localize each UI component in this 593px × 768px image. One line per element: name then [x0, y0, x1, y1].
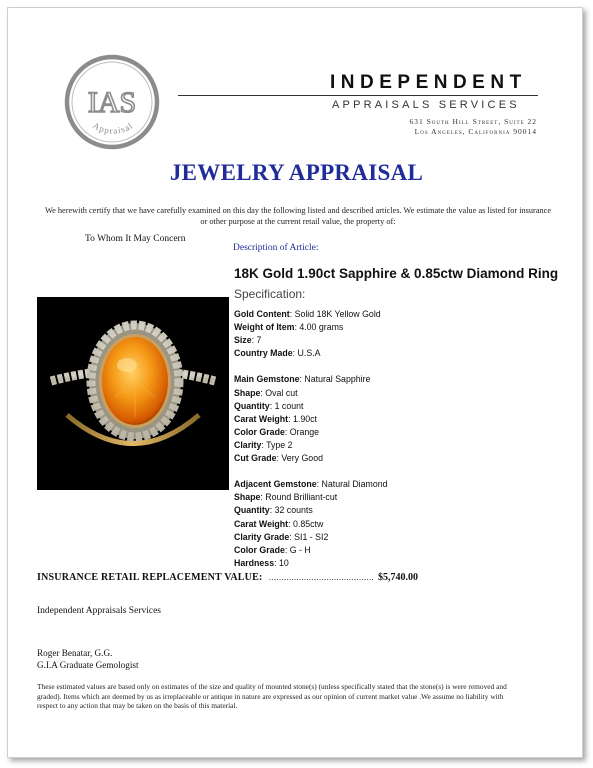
ias-logo: [64, 54, 160, 150]
spec-key: Shape: [234, 387, 261, 398]
spec-key: Color Grade: [234, 544, 285, 555]
spec-value: 4.00 grams: [299, 322, 344, 333]
spec-key: Main Gemstone: [234, 374, 300, 385]
spec-value: U.S.A: [297, 348, 321, 359]
spec-row: Hardness: 10: [234, 557, 289, 568]
spec-key: Hardness: [234, 557, 275, 568]
description-label: Description of Article:: [233, 243, 319, 253]
address-line-1: 631 South Hill Street, Suite 22: [409, 117, 537, 126]
spec-key: Country Made: [234, 348, 293, 359]
spec-key: Clarity Grade: [234, 531, 290, 542]
spec-value: Type 2: [266, 439, 293, 450]
spec-key: Weight of Item: [234, 322, 295, 333]
spec-row: Weight of Item: 4.00 grams: [234, 322, 344, 333]
spec-key: Quantity: [234, 505, 270, 516]
spec-row: Shape: Round Brilliant-cut: [234, 492, 338, 503]
spec-row: Adjacent Gemstone: Natural Diamond: [234, 479, 388, 490]
company-subtitle: APPRAISALS SERVICES: [332, 99, 520, 111]
spec-row: Main Gemstone: Natural Sapphire: [234, 374, 371, 385]
spec-value: Solid 18K Yellow Gold: [294, 309, 381, 319]
spec-row: Clarity Grade: SI1 - SI2: [234, 531, 329, 542]
spec-value: 1.90ct: [292, 413, 317, 424]
spec-row: Shape: Oval cut: [234, 387, 298, 398]
spec-value: Natural Sapphire: [304, 374, 371, 385]
specifications-list: [234, 308, 388, 570]
spec-row: Quantity: 1 count: [234, 400, 304, 411]
spec-row: Gold Content: Solid 18K Yellow Gold: [234, 309, 381, 319]
spec-value: 10: [278, 557, 289, 568]
spec-value: 32 counts: [274, 505, 313, 516]
logo-arc-text: Appraisal: [91, 120, 135, 136]
spec-key: Clarity: [234, 439, 262, 450]
insurance-value: $5,740.00: [378, 572, 418, 583]
header-divider: [178, 95, 538, 96]
recipient: To Whom It May Concern: [85, 234, 186, 244]
appraiser-title: G.I.A Graduate Gemologist: [37, 660, 139, 670]
item-title: 18K Gold 1.90ct Sapphire & 0.85ctw Diamond Ring: [234, 266, 559, 281]
spec-key: Shape: [234, 492, 261, 503]
spec-value: 0.85ctw: [292, 518, 324, 529]
spec-key: Quantity: [234, 400, 270, 411]
spec-key: Size: [234, 335, 252, 346]
spec-value: 1 count: [274, 400, 304, 411]
spec-key: Cut Grade: [234, 453, 277, 464]
specification-label: Specification:: [234, 287, 306, 301]
spec-key: Color Grade: [234, 426, 285, 437]
spec-row: Cut Grade: Very Good: [234, 453, 323, 464]
spec-key: Carat Weight: [234, 413, 289, 424]
spec-row: Color Grade: G - H: [234, 544, 311, 555]
appraiser-name: Roger Benatar, G.G.: [37, 648, 113, 658]
spec-row: Carat Weight: 1.90ct: [234, 413, 317, 424]
spec-row: Clarity: Type 2: [234, 439, 293, 450]
company-footer: Independent Appraisals Services: [37, 606, 161, 616]
spec-row: Quantity: 32 counts: [234, 505, 313, 516]
company-address: [409, 117, 537, 137]
insurance-label: INSURANCE RETAIL REPLACEMENT VALUE:: [37, 572, 263, 583]
spec-value: Round Brilliant-cut: [265, 492, 338, 503]
svg-text:Appraisal: [91, 120, 135, 135]
spec-row: Size: 7: [234, 335, 262, 346]
spec-row: Carat Weight: 0.85ctw: [234, 518, 324, 529]
ring-photo: [37, 297, 229, 490]
spec-value: Orange: [289, 426, 320, 437]
spec-value: Very Good: [281, 453, 323, 464]
spec-key: Gold Content: [234, 309, 290, 319]
company-name: INDEPENDENT: [330, 72, 527, 93]
certification-text: We herewith certify that we have carefully examined on this day the following listed and described articles. We estimate the value as listed for insurance or other purpose at the current retail value, the property of:: [44, 206, 552, 226]
spec-value: Natural Diamond: [321, 479, 388, 490]
spec-row: Country Made: U.S.A: [234, 348, 321, 359]
logo-letters: IAS: [87, 86, 137, 119]
spec-value: 7: [256, 335, 262, 346]
insurance-leader-dots: ..........................................: [269, 573, 374, 582]
disclaimer-text: These estimated values are based only on estimates of the size and quality of mounted stone(s) (unless specifically stated that the stone(s) is were removed and graded). Items which are deemed by us as irreplaceable or antique in nature are expressed as our opinion of current market value .We assume no liability with respect to any action that may be taken on the basis of this material.: [37, 682, 507, 710]
spec-row: Color Grade: Orange: [234, 426, 320, 437]
address-line-2: Los Angeles, California 90014: [414, 127, 537, 136]
spec-key: Adjacent Gemstone: [234, 479, 317, 490]
spec-key: Carat Weight: [234, 518, 289, 529]
spec-value: G - H: [289, 544, 311, 555]
spec-value: Oval cut: [265, 387, 298, 398]
document-title: JEWELRY APPRAISAL: [169, 160, 424, 185]
spec-value: SI1 - SI2: [294, 531, 329, 542]
